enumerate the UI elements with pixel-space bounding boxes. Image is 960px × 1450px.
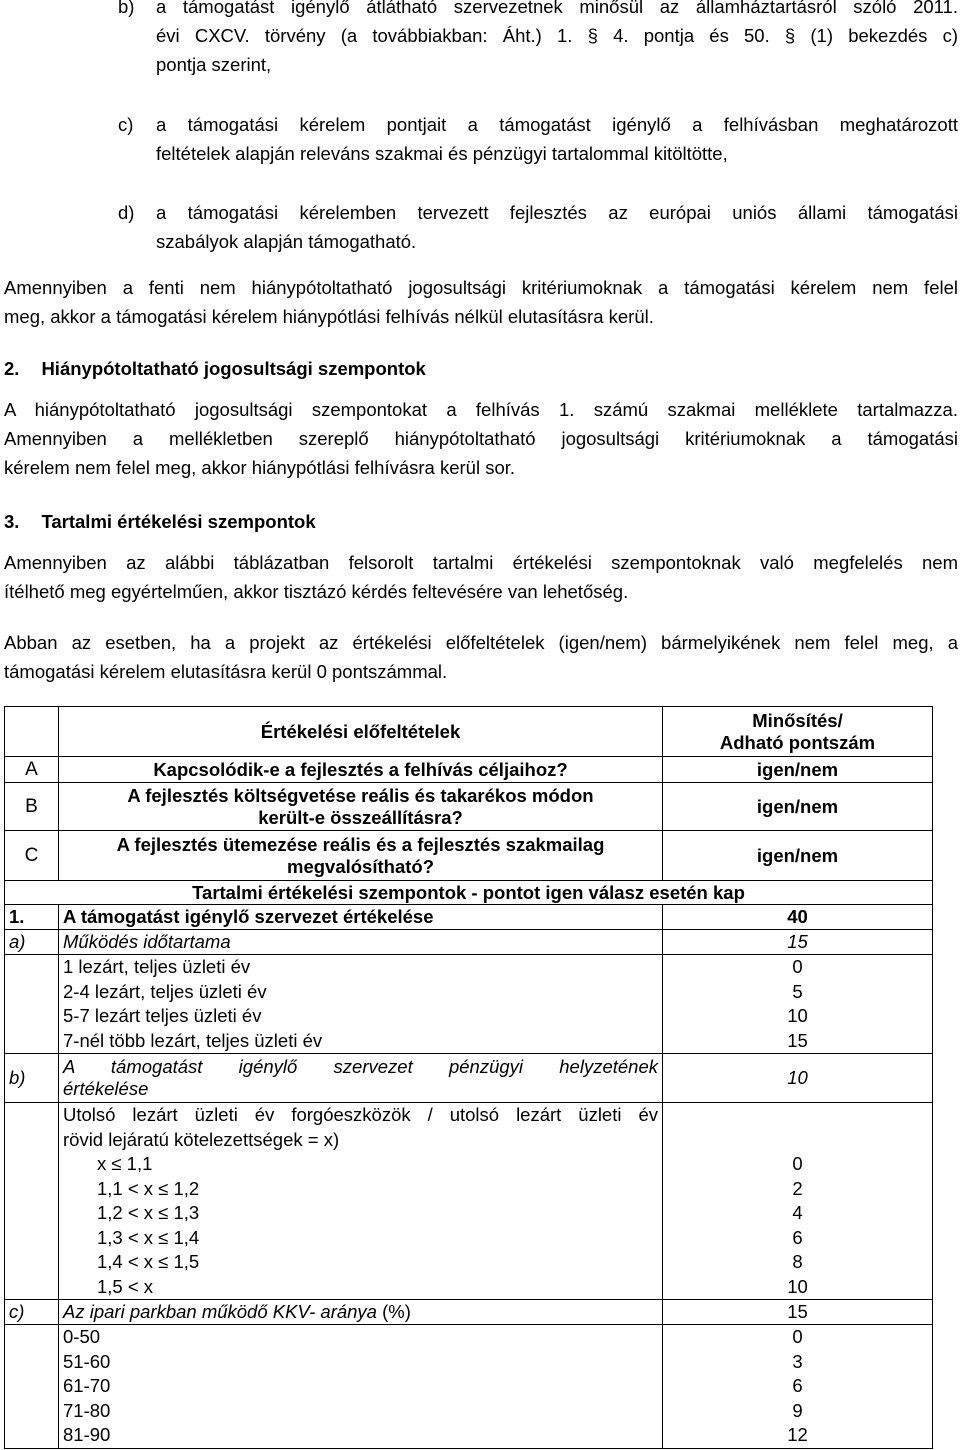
- option-points: 0: [792, 1326, 803, 1347]
- table-row: [5, 831, 933, 881]
- option-points: 0: [792, 1153, 803, 1174]
- row-points: 40: [663, 905, 933, 930]
- row-options: [59, 1103, 663, 1300]
- option-label: 1,2 < x ≤ 1,3: [97, 1202, 200, 1223]
- row-options: [59, 1325, 663, 1449]
- option-points: 4: [792, 1202, 803, 1223]
- row-value: igen/nem: [663, 831, 933, 881]
- row-key: a): [5, 930, 59, 955]
- list-item-text: [156, 0, 958, 79]
- table-row: [5, 930, 933, 955]
- option-label: 1,3 < x ≤ 1,4: [97, 1226, 200, 1248]
- content-criteria-header: Tartalmi értékelési szempontok - pontot igen válasz esetén kap: [5, 881, 933, 905]
- description-line: rövid lejáratú kötelezettségek = x): [63, 1128, 340, 1150]
- criteria-label: Az ipari parkban működő KKV- aránya: [63, 1301, 377, 1322]
- option-label: 71-80: [63, 1399, 111, 1421]
- table-row: [5, 1054, 933, 1103]
- list-marker: b): [118, 0, 135, 17]
- paragraph-intro: [4, 273, 958, 331]
- option-label: 0-50: [63, 1326, 101, 1347]
- table-row: [5, 905, 933, 930]
- row-key-empty: [5, 1103, 59, 1300]
- row-key-empty: [5, 955, 59, 1054]
- option-label: 2-4 lezárt, teljes üzleti év: [63, 980, 267, 1002]
- row-points: 10: [663, 1054, 933, 1103]
- section-3-paragraph-1: [4, 548, 958, 606]
- option-label: 1,1 < x ≤ 1,2: [97, 1177, 200, 1199]
- criteria-line: került-e összeállításra?: [258, 806, 463, 828]
- row-key: C: [5, 831, 59, 881]
- row-key: B: [5, 783, 59, 831]
- option-points: 6: [792, 1375, 803, 1396]
- option-points: 15: [787, 1029, 808, 1051]
- option-points: 8: [792, 1251, 803, 1272]
- criteria-unit: (%): [376, 1301, 411, 1322]
- row-options: [59, 955, 663, 1054]
- section-number: 3.: [4, 511, 20, 532]
- row-option-points: [663, 955, 933, 1054]
- text-line: meg, akkor a támogatási kérelem hiánypótlási felhívás nélkül elutasításra kerül.: [4, 306, 654, 327]
- option-points: 10: [787, 1275, 808, 1297]
- option-points: 0: [792, 956, 803, 977]
- table-row: [5, 1300, 933, 1325]
- criteria-line: megvalósítható?: [287, 855, 434, 877]
- row-criteria: Kapcsolódik-e a fejlesztés a felhívás céljaihoz?: [59, 757, 663, 783]
- row-option-points: [663, 1325, 933, 1449]
- option-label: x ≤ 1,1: [97, 1153, 153, 1174]
- row-key: A: [5, 757, 59, 783]
- row-criteria: [59, 1300, 663, 1325]
- text-line: Amennyiben a mellékletben szereplő hiánypótoltatható jogosultsági kritériumoknak a támogatási: [4, 428, 958, 449]
- list-marker: d): [118, 202, 135, 223]
- table-row-options: [5, 1325, 933, 1449]
- description-line: Utolsó lezárt üzleti év forgóeszközök / utolsó lezárt üzleti év: [63, 1104, 658, 1125]
- row-value: igen/nem: [663, 783, 933, 831]
- row-points: 15: [663, 930, 933, 955]
- row-criteria: A támogatást igénylő szervezet értékelése: [59, 905, 663, 930]
- criteria-line: A fejlesztés ütemezése reális és a fejlesztés szakmailag: [116, 833, 605, 855]
- row-key: 1.: [5, 905, 59, 930]
- section-2-heading: [4, 354, 426, 383]
- table-header-criteria: Értékelési előfeltételek: [59, 707, 663, 757]
- option-points: 9: [792, 1399, 803, 1421]
- list-item-text: [156, 110, 958, 168]
- section-title: Tartalmi értékelési szempontok: [41, 511, 316, 532]
- option-label: 5-7 lezárt teljes üzleti év: [63, 1005, 262, 1026]
- row-criteria: [59, 783, 663, 831]
- row-key: b): [5, 1054, 59, 1103]
- criteria-line: értékelése: [63, 1078, 149, 1099]
- list-item-text: [156, 198, 958, 256]
- option-label: 81-90: [63, 1424, 111, 1445]
- text-line: a támogatási kérelem pontjait a támogatást igénylő a felhívásban meghatározott: [156, 114, 958, 135]
- row-criteria: Működés időtartama: [59, 930, 663, 955]
- table-row: [5, 757, 933, 783]
- text-line: évi CXCV. törvény (a továbbiakban: Áht.) 1. § 4. pontja és 50. § (1) bekezdés c): [156, 25, 958, 46]
- header-line: Minősítés/: [752, 709, 843, 731]
- table-section-header-row: [5, 881, 933, 905]
- row-key: c): [5, 1300, 59, 1325]
- option-points: 3: [792, 1350, 803, 1372]
- header-line: Adható pontszám: [719, 731, 876, 753]
- option-label: 7-nél több lezárt, teljes üzleti év: [63, 1029, 323, 1051]
- list-marker: c): [118, 114, 134, 135]
- section-3-paragraph-2: [4, 628, 958, 686]
- evaluation-table: [4, 706, 933, 1449]
- option-points: 6: [792, 1226, 803, 1248]
- text-line: pontja szerint,: [156, 54, 272, 75]
- table-header-empty-cell: [5, 707, 59, 757]
- text-line: kérelem nem felel meg, akkor hiánypótlási felhívásra kerül sor.: [4, 457, 516, 478]
- table-header-score: [663, 707, 933, 757]
- section-3-heading: [4, 507, 316, 536]
- table-row: [5, 783, 933, 831]
- option-label: 51-60: [63, 1350, 111, 1372]
- row-option-points: [663, 1103, 933, 1300]
- option-points: 10: [787, 1005, 808, 1026]
- text-line: Abban az esetben, ha a projekt az értékelési előfeltételek (igen/nem) bármelyikének nem felel meg, a: [4, 632, 958, 653]
- section-2-text: [4, 395, 958, 482]
- table-header-row: [5, 707, 933, 757]
- text-line: támogatási kérelem elutasításra kerül 0 pontszámmal.: [4, 661, 448, 682]
- criteria-line: A támogatást igénylő szervezet pénzügyi helyzetének: [63, 1056, 658, 1077]
- option-label: 1 lezárt, teljes üzleti év: [63, 956, 251, 977]
- text-line: Amennyiben a fenti nem hiánypótoltatható jogosultsági kritériumoknak a támogatási kérelem nem felel: [4, 277, 958, 298]
- row-key-empty: [5, 1325, 59, 1449]
- table-row-options: [5, 1103, 933, 1300]
- row-value: igen/nem: [663, 757, 933, 783]
- section-number: 2.: [4, 358, 20, 379]
- option-points: 12: [787, 1424, 808, 1445]
- table-row-options: [5, 955, 933, 1054]
- text-line: a támogatást igénylő átlátható szervezetnek minősül az államháztartásról szóló 2011.: [156, 0, 958, 17]
- option-label: 61-70: [63, 1375, 111, 1396]
- text-line: ítélhető meg egyértelműen, akkor tisztázó kérdés feltevésére van lehetőség.: [4, 581, 629, 602]
- row-criteria: [59, 831, 663, 881]
- section-title: Hiánypótoltatható jogosultsági szempontok: [41, 358, 426, 379]
- option-points: 5: [792, 980, 803, 1002]
- text-line: feltételek alapján releváns szakmai és pénzügyi tartalommal kitöltötte,: [156, 143, 728, 164]
- row-points: 15: [663, 1300, 933, 1325]
- option-label: 1,5 < x: [97, 1275, 154, 1297]
- text-line: Amennyiben az alábbi táblázatban felsorolt tartalmi értékelési szempontoknak való megfelelés nem: [4, 552, 958, 573]
- criteria-line: A fejlesztés költségvetése reális és takarékos módon: [127, 784, 594, 806]
- row-criteria: [59, 1054, 663, 1103]
- option-points: 2: [792, 1177, 803, 1199]
- text-line: A hiánypótoltatható jogosultsági szempontokat a felhívás 1. számú szakmai melléklete tartalmazza.: [4, 399, 958, 420]
- option-label: 1,4 < x ≤ 1,5: [97, 1251, 200, 1272]
- text-line: a támogatási kérelemben tervezett fejlesztés az európai uniós állami támogatási: [156, 202, 958, 223]
- text-line: szabályok alapján támogatható.: [156, 231, 417, 252]
